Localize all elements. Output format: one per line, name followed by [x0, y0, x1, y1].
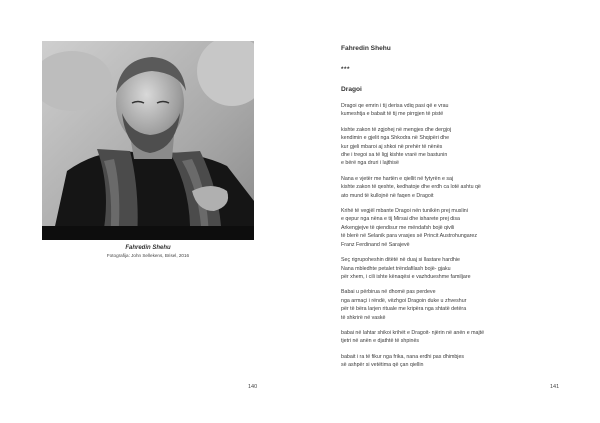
poem-line: për të bëra larjen rituale me kripëra nga shtatë detëra [341, 306, 467, 313]
stanza [341, 175, 571, 200]
poem-stanzas [341, 102, 571, 370]
poem-line: e qepur nga nëna e tij Mirsai dhe isharete prej disa [341, 216, 460, 223]
poem-line: kishte zakon të qeshte, kedhatoje dhe erdh ca lotë ashtu që [341, 184, 481, 191]
poem-line: të shkrirë në vaskë [341, 314, 386, 321]
poem-line: kishte zakon të zgjohej në mengjes dhe dergjoj [341, 126, 452, 133]
poem-line: e bërë nga druri i lajthisë [341, 160, 400, 167]
poem-block [341, 45, 571, 377]
poem-line: babait i ra të fikur nga frika, nana erdhi pas dhimbjes [341, 353, 465, 360]
poem-line: Babai u përbirua në dhomë pas perdeve [341, 289, 436, 296]
poem-line: Nana e vjetër me hartën e qiellit në fytyrën e saj [341, 175, 454, 182]
stanza [341, 288, 571, 322]
page-number-left: 140 [248, 384, 258, 390]
poem-line: kur gjeli mbaroi aj shkoi në prehër të nënës [341, 143, 443, 150]
poem-line: së ashpër si vetëtima që çan qiellin [341, 362, 424, 369]
poem-line: kumeshtja e babait të tij me pirrgjen të pistë [341, 111, 444, 118]
author-photo [42, 41, 254, 240]
page-number-right: 141 [550, 384, 560, 390]
poem-line: Franz Ferdinand në Sarajevë [341, 241, 410, 248]
author-photo-image [42, 41, 254, 240]
stanza [341, 329, 571, 346]
poem-line: babai në lahtar shikoi krihët e Dragoit- njërin në anën e majtë [341, 329, 485, 336]
section-separator: *** [341, 66, 350, 73]
stanza [341, 126, 571, 168]
poem-author: Fahredin Shehu [341, 45, 391, 52]
poem-line: kendimin e gjelit nga Shkodra në Shqipëri dhe [341, 135, 450, 142]
stanza [341, 256, 571, 281]
poem-title: Dragoi [341, 86, 362, 93]
poem-line: për xhem, i cili ishte kënaqësi e vazhdueshme familjare [341, 273, 471, 280]
poem-line: Nana mbledhte petalet trëndafilash bojë- gjaku [341, 265, 451, 272]
poem-line: Seç rigrupoheshin ditëtë në duaj si llastare hardhie [341, 257, 460, 264]
poem-line: nga armaçi i rëndë, vëzhgoi Dragoin duke u zhveshur [341, 297, 467, 304]
stanza [341, 207, 571, 249]
poem-line: ato mund të kullojnë në faqen e Dragoit [341, 192, 434, 199]
stanza [341, 353, 571, 370]
poem-line: dhe i tregoi sa të ligj kishte vrarë me bastunin [341, 152, 448, 159]
right-page [300, 0, 600, 423]
photo-caption-credit: Fotografija: John Sellekens, Brisel, 2016 [106, 253, 190, 258]
poem-line: Dragoi qe emrin i tij derisa vdiq pasi që e vrau [341, 103, 449, 109]
poem-line: Krihë të vegjël mbante Dragoi nën tunikën prej muslini [341, 208, 468, 215]
poem-line: Arkengjejve të qiendisur me mëndafsh bojë qivili [341, 224, 455, 231]
stanza [341, 102, 571, 119]
poem-line: të blerë në Selanik para vrasjes së Princit Austrohungarez [341, 233, 478, 240]
photo-caption-author: Fahredin Shehu [125, 245, 171, 251]
poem-line: tjetri në anën e djathtë të shpinës [341, 338, 420, 345]
